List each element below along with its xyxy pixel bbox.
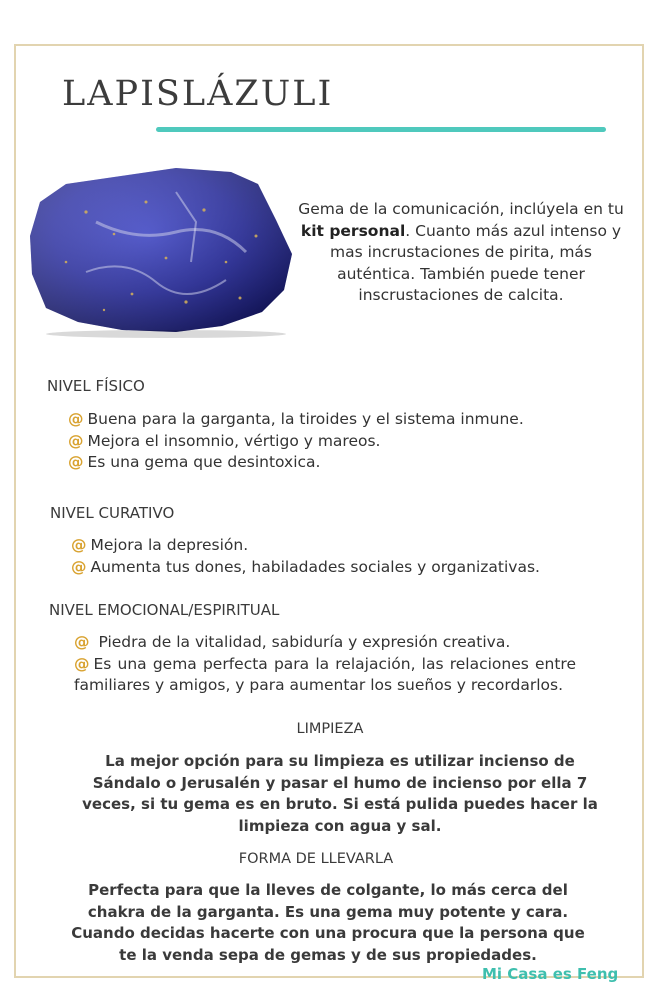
forma-text: Perfecta para que la lleves de colgante, lo más cerca del chakra de la garganta. Es una gema muy potente y cara. Cuando decidas hacerte con una procura que la persona que te la venda sepa de gemas y de sus propiedades. <box>71 881 585 964</box>
at-bullet-icon: @ <box>68 431 84 450</box>
nivel-curativo-list <box>71 535 540 578</box>
nivel-fisico-list <box>68 409 524 474</box>
limpieza-heading: LIMPIEZA <box>296 721 364 737</box>
at-bullet-icon: @ <box>71 557 87 576</box>
at-bullet-icon: @ <box>74 633 90 651</box>
list-item: @ Mejora la depresión. <box>71 536 249 554</box>
list-item: @ Es una gema que desintoxica. <box>68 453 321 471</box>
title-underline <box>156 127 606 132</box>
lapis-lazuli-stone-image <box>26 162 296 338</box>
intro-text: Gema de la comunicación, inclúyela en tu kit personal. Cuanto más azul intenso y mas incrustaciones de pirita, más auténtica. También puede tener inscrustaciones de calcita. <box>298 200 624 304</box>
at-bullet-icon: @ <box>74 654 90 673</box>
list-item: @ Aumenta tus dones, habiladades sociales y organizativas. <box>71 557 540 576</box>
at-bullet-icon: @ <box>68 410 84 428</box>
list-item: @ Buena para la garganta, la tiroides y el sistema inmune. <box>68 410 524 428</box>
list-item: @ Mejora el insomnio, vértigo y mareos. <box>68 431 381 450</box>
forma-heading: FORMA DE LLEVARLA <box>238 851 394 867</box>
nivel-emocional-heading: NIVEL EMOCIONAL/ESPIRITUAL <box>49 601 280 619</box>
page-title: LAPISLÁZULI <box>62 74 334 114</box>
limpieza-text: La mejor opción para su limpieza es utilizar incienso de Sándalo o Jerusalén y pasar el humo de incienso por ella 7 veces, si tu gema es en bruto. Si está pulida puedes hacer la limpieza con agua y sal. <box>82 752 598 835</box>
list-item: @ Piedra de la vitalidad, sabiduría y expresión creativa. <box>74 633 511 651</box>
nivel-emocional-list <box>74 632 576 697</box>
nivel-curativo-heading: NIVEL CURATIVO <box>50 504 175 522</box>
list-item: @ Es una gema perfecta para la relajación, las relaciones entre familiares y amigos, y para aumentar los sueños y recordarlos. <box>74 654 576 694</box>
at-bullet-icon: @ <box>68 453 84 471</box>
nivel-fisico-heading: NIVEL FÍSICO <box>47 377 145 395</box>
brand-name: Mi Casa es Feng <box>482 965 619 983</box>
at-bullet-icon: @ <box>71 536 87 554</box>
kit-personal-emphasis: kit personal <box>300 221 406 240</box>
